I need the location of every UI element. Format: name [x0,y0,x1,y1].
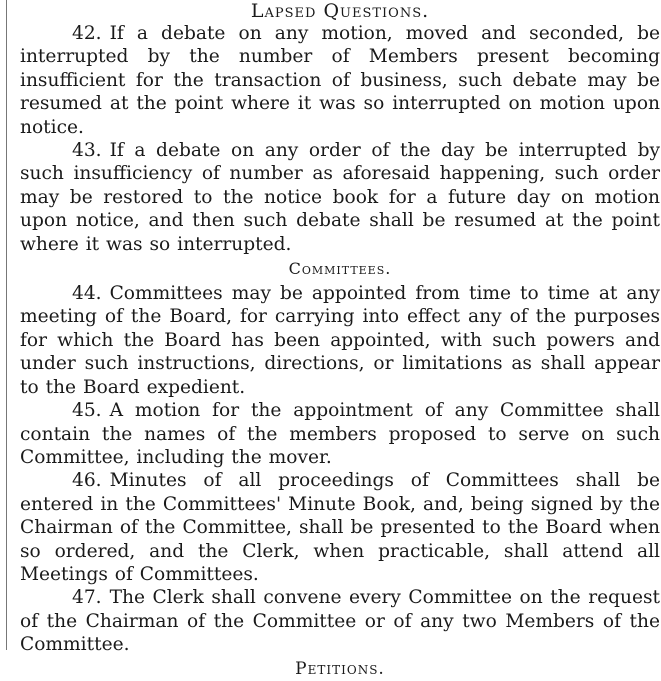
paragraph-text: A motion for the appointment of any Committee shall contain the names of the members proposed to serve on such Committee, including the mover. [20,400,660,468]
paragraph-number: 47. [72,587,102,609]
document-page [20,0,660,681]
section-heading-lapsed-questions: Lapsed Questions. [250,0,430,22]
section-heading-committees: Committees. [288,259,392,279]
paragraph-text: If a debate on any order of the day be interrupted by such insufficiency of number as aforesaid happening, such order may be restored to the notice book for a future day on motion upon notice, and then such debate shall be resumed at the point where it was so interrupted. [20,140,660,255]
paragraph-number: 45. [72,400,102,422]
paragraph-45 [20,399,660,469]
paragraph-46 [20,469,660,586]
paragraph-number: 42. [72,23,102,44]
paragraph-number: 46. [72,470,102,492]
paragraph-text: Committees may be appointed from time to time at any meeting of the Board, for carrying into effect any of the purposes for which the Board has been appointed, with such powers and under such instructions, directions, or limitations as shall appear to the Board expedient. [20,283,660,398]
paragraph-text: The Clerk shall convene every Committee on the request of the Chairman of the Committee or of any two Members of the Committee. [20,587,660,656]
paragraph-number: 43. [72,140,102,162]
paragraph-42 [20,22,660,139]
section-heading-petitions: Petitions. [295,658,385,679]
paragraph-text: If a debate on any motion, moved and seconded, be interrupted by the number of Members present becoming insufficient for the transaction of business, such debate may be resumed at the point where it was so interrupted on motion upon notice. [20,23,660,138]
margin-rule [6,0,7,650]
paragraph-43 [20,139,660,256]
paragraph-text: Minutes of all proceedings of Committees shall be entered in the Committees' Minute Book, and, being signed by the Chairman of the Committee, shall be presented to the Board when so ordered, and the Clerk, when practicable, shall attend all Meetings of Committees. [20,470,660,585]
paragraph-47 [20,586,660,656]
paragraph-44 [20,282,660,399]
paragraph-number: 44. [72,283,102,305]
